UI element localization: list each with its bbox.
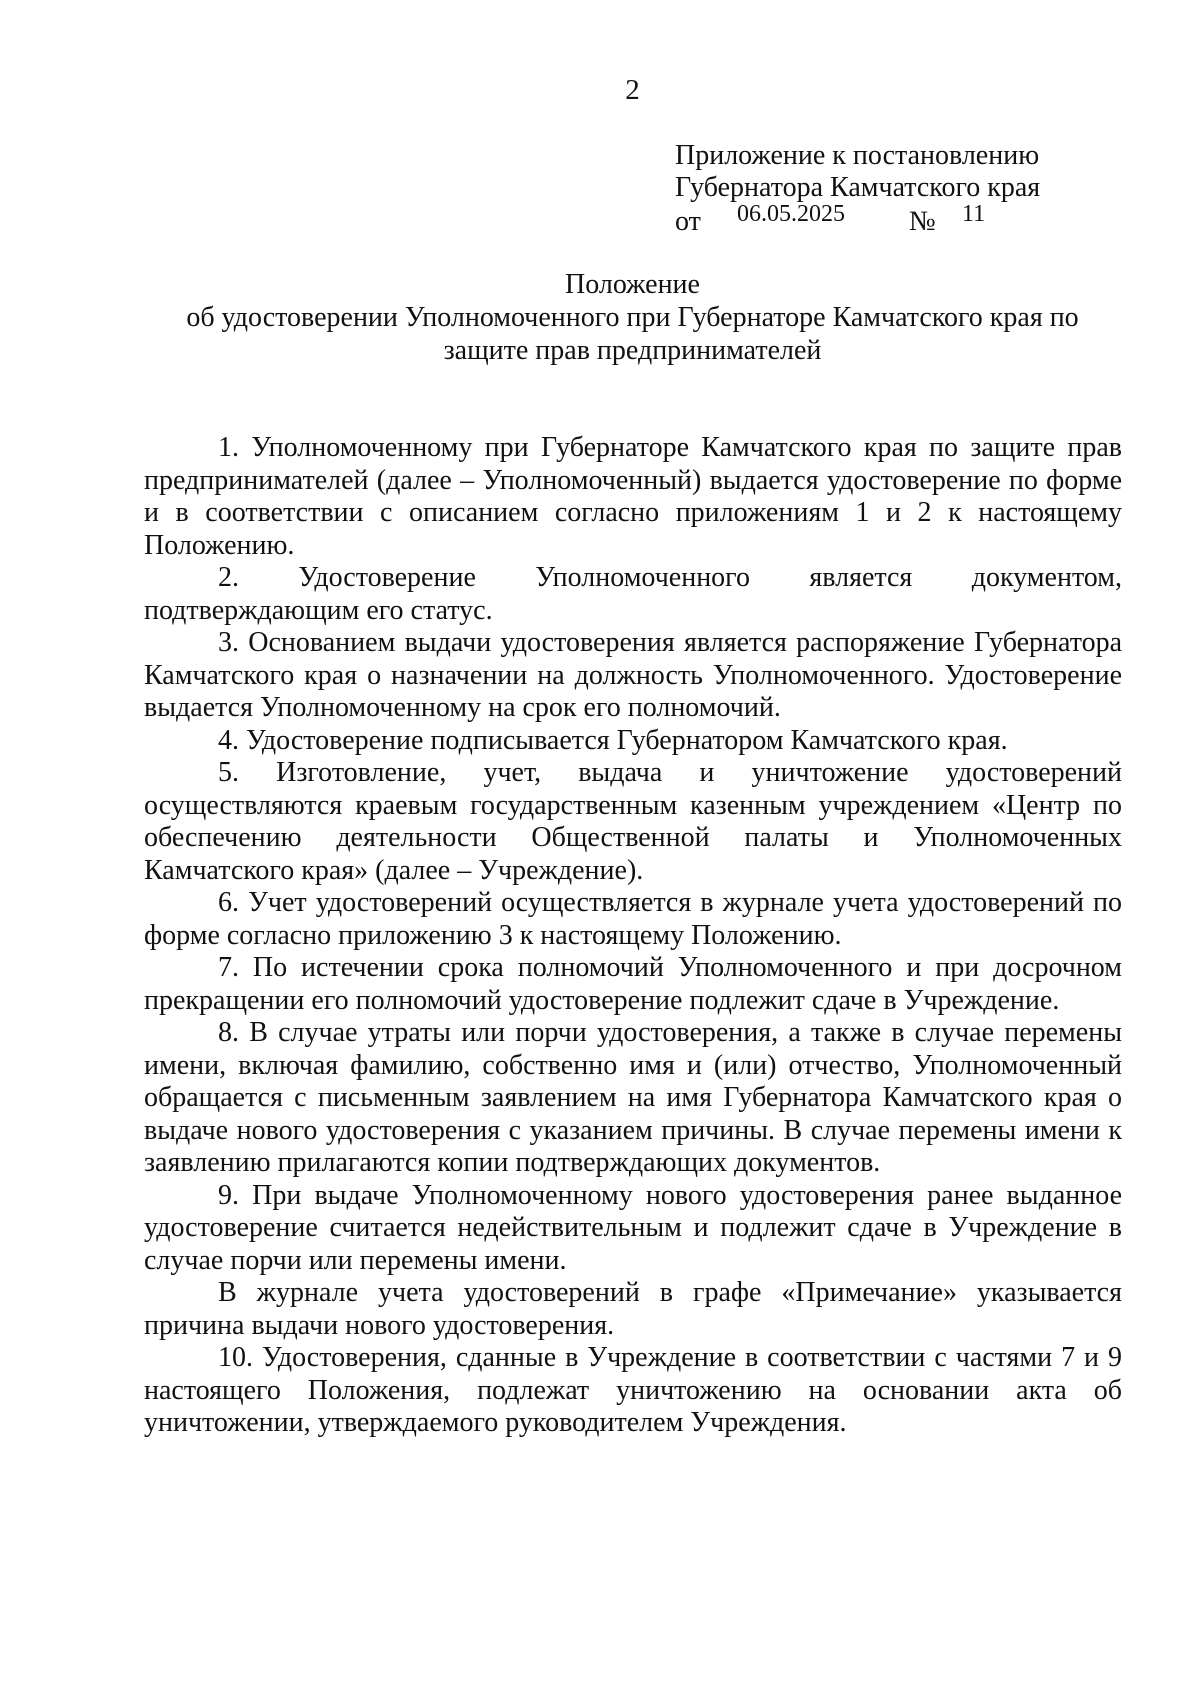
paragraph-10: 10. Удостоверения, сданные в Учреждение в соответствии с частями 7 и 9 настоящего Положения, подлежат уничтожению на основании акта об уничтожении, утверждаемого руководителем Учреждения.	[144, 1342, 1122, 1438]
decree-date: 06.05.2025	[737, 201, 845, 227]
appendix-date-row	[675, 201, 1040, 238]
title-line-2: об удостоверении Уполномоченного при Губернаторе Камчатского края по защите прав предпринимателей	[186, 302, 1079, 366]
appendix-line-1: Приложение к постановлению	[675, 140, 1040, 171]
appendix-line-2: Губернатора Камчатского края	[675, 172, 1041, 203]
paragraph-4: 4. Удостоверение подписывается Губернатором Камчатского края.	[218, 724, 1008, 756]
paragraph-8: 8. В случае утраты или порчи удостоверения, а также в случае перемены имени, включая фамилию, собственно имя и (или) отчество, Уполномоченный обращается с письменным заявлением на имя Губернатора Камчатского края о выдаче нового удостоверения с указанием причины. В случае перемены имени к заявлению прилагаются копии подтверждающих документов.	[144, 1017, 1122, 1178]
paragraph-2: 2. Удостоверение Уполномоченного является документом, подтверждающим его статус.	[144, 562, 1122, 626]
paragraph-7: 7. По истечении срока полномочий Уполномоченного и при досрочном прекращении его полномочий удостоверение подлежит сдаче в Учреждение.	[144, 952, 1122, 1016]
from-label: от	[675, 206, 701, 237]
paragraph-3: 3. Основанием выдачи удостоверения является распоряжение Губернатора Камчатского края о назначении на должность Уполномоченного. Удостоверение выдается Уполномоченному на срок его полномочий.	[144, 627, 1122, 723]
title-line-1: Положение	[565, 269, 700, 300]
paragraph-9: 9. При выдаче Уполномоченному нового удостоверения ранее выданное удостоверение считается недействительным и подлежит сдаче в Учреждение в случае порчи или перемены имени.	[144, 1179, 1122, 1276]
appendix-header	[675, 140, 1040, 238]
number-label: №	[909, 206, 936, 237]
document-title	[150, 268, 1115, 367]
paragraph-1: 1. Уполномоченному при Губернаторе Камчатского края по защите прав предпринимателей (далее – Уполномоченный) выдается удостоверение по форме и в соответствии с описанием согласно приложениям 1 и 2 к настоящему Положению.	[144, 432, 1122, 561]
page-number: 2	[625, 74, 640, 106]
paragraph-6: 6. Учет удостоверений осуществляется в журнале учета удостоверений по форме согласно приложению 3 к настоящему Положению.	[144, 887, 1122, 951]
paragraph-5: 5. Изготовление, учет, выдача и уничтожение удостоверений осуществляются краевым государственным казенным учреждением «Центр по обеспечению деятельности Общественной палаты и Уполномоченных Камчатского края» (далее – Учреждение).	[144, 757, 1122, 886]
document-body	[144, 432, 1122, 1440]
paragraph-9-note: В журнале учета удостоверений в графе «Примечание» указывается причина выдачи нового удостоверения.	[144, 1277, 1122, 1341]
decree-number: 11	[962, 201, 986, 227]
